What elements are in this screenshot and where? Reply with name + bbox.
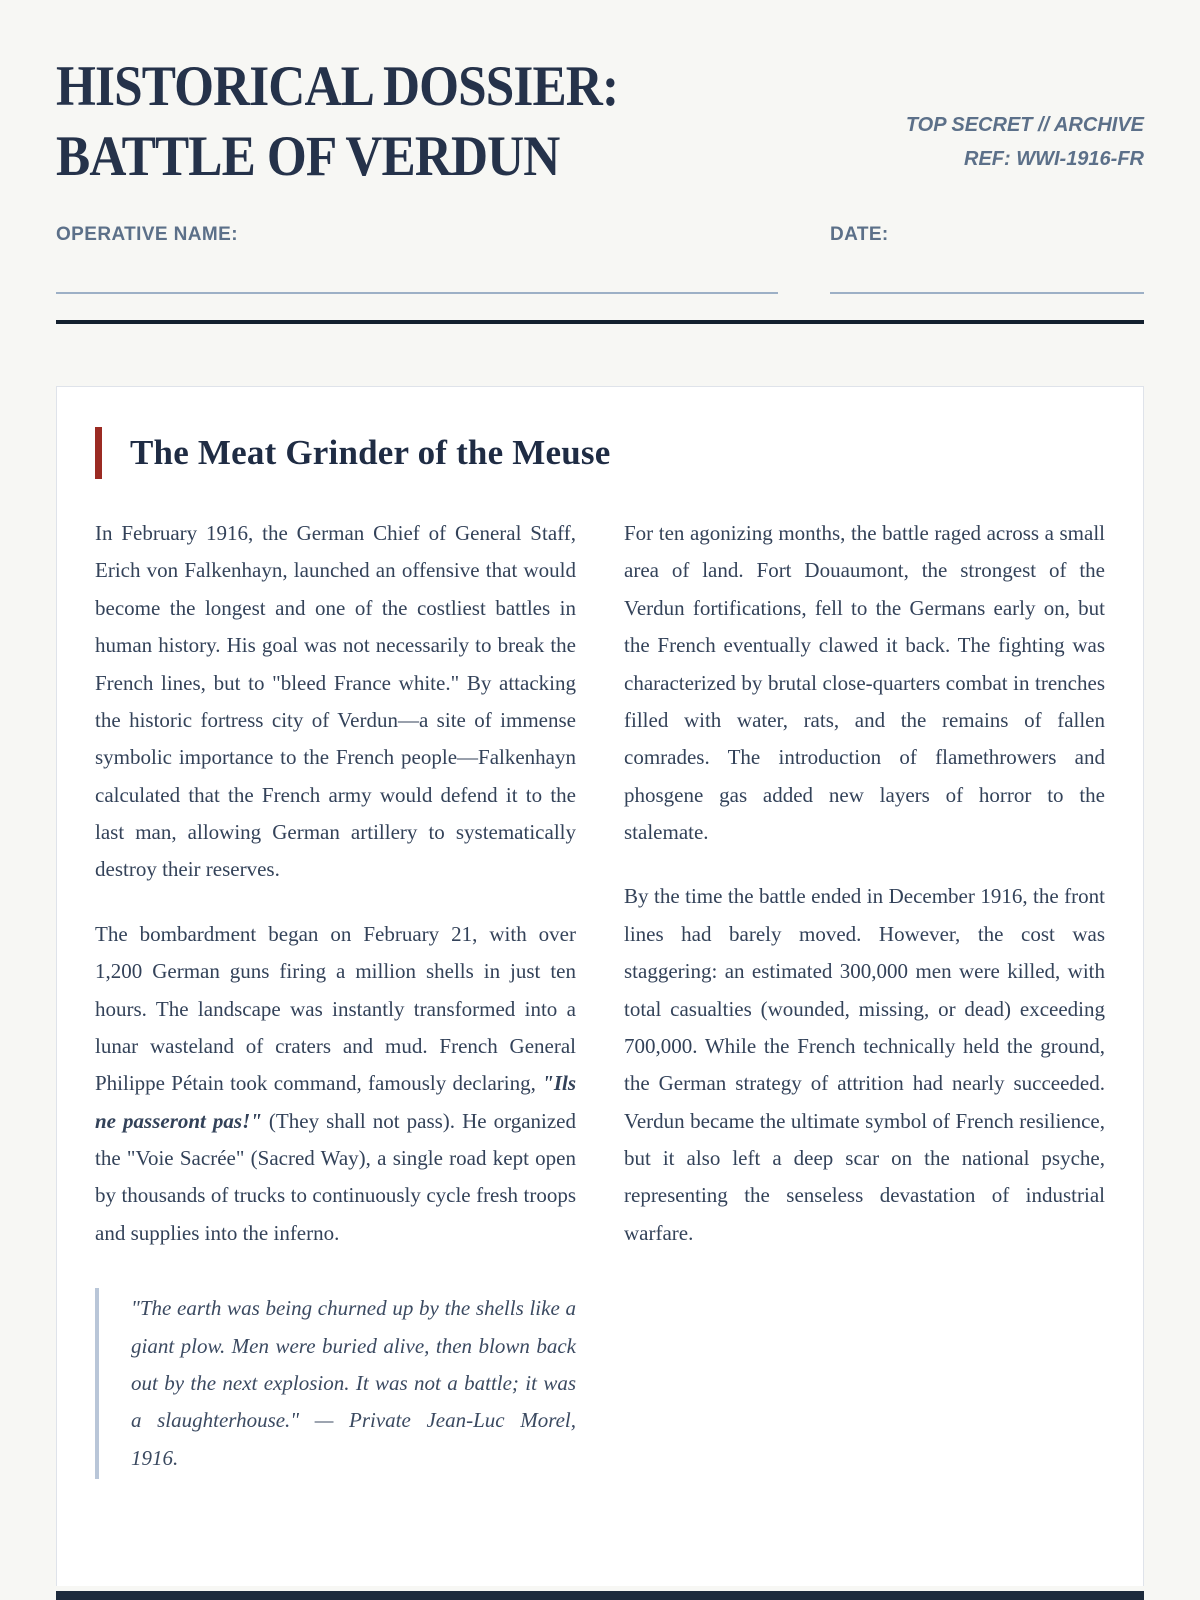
paragraph-4: By the time the battle ended in December 1916, the front lines had barely moved. However, the cost was staggering: an estimated 300,000 men were killed, with total casualties (wounded, missing, or dead) exceeding 700,000. While the French technically held the ground, the German strategy of attrition had nearly succeeded. Verdun became the ultimate symbol of French resilience, but it also left a deep scar on the national psyche, representing the senseless devastation of industrial warfare. xyxy=(624,884,1105,1245)
date-blank-line xyxy=(830,292,1144,294)
footer-accent-bar xyxy=(56,1591,1144,1600)
reference-number: REF: WWI-1916-FR xyxy=(964,148,1144,170)
paragraph-1: In February 1916, the German Chief of General Staff, Erich von Falkenhayn, launched an offensive that would become the longest and one of the costliest battles in human history. His goal was not necessarily to break the French lines, but to "bleed France white." By attacking the historic fortress city of Verdun—a site of immense symbolic importance to the French people—Falkenhayn calculated that the French army would defend it to the last man, allowing German artillery to systematically destroy their reserves. xyxy=(95,521,576,882)
paragraph-3: For ten agonizing months, the battle raged across a small area of land. Fort Douaumont, the strongest of the Verdun fortifications, fell to the Germans early on, but the French eventually clawed it back. The fighting was characterized by brutal close-quarters combat in trenches filled with water, rats, and the remains of fallen comrades. The introduction of flamethrowers and phosgene gas added new layers of horror to the stalemate. xyxy=(624,521,1105,844)
fill-in-fields xyxy=(56,224,1144,294)
operative-name-label: OPERATIVE NAME: xyxy=(56,224,238,245)
paragraph-2-end: (They shall not pass). He organized the "Voie Sacrée" (Sacred Way), a single road kept open by thousands of trucks to continuously cycle fresh troops and supplies into the inferno. xyxy=(95,1108,576,1245)
soldier-quote: "The earth was being churned up by the shells like a giant plow. Men were buried alive, then blown back out by the next explosion. It was not a battle; it was a slaughterhouse." — Private Jean-Luc Morel, 1916. xyxy=(95,1288,576,1479)
operative-name-blank-line xyxy=(56,292,778,294)
article-card xyxy=(56,386,1144,1586)
dossier-header xyxy=(56,0,1144,324)
page-title-line2: BATTLE OF VERDUN xyxy=(56,125,560,188)
header-row xyxy=(56,0,1144,192)
paragraph-2-start: The bombardment began on February 21, with over 1,200 German guns firing a million shells in just ten hours. The landscape was instantly transformed into a lunar wasteland of craters and mud. French General Philippe Pétain took command, famously declaring, xyxy=(95,921,576,1096)
classification-text: TOP SECRET // ARCHIVE xyxy=(905,114,1144,136)
section-heading-text: The Meat Grinder of the Meuse xyxy=(130,433,611,472)
classification-block xyxy=(906,108,1144,176)
paragraph-2-emphasis: "Ils ne passeront pas!" xyxy=(95,1071,576,1133)
section-heading xyxy=(95,427,1105,479)
paragraph-2 xyxy=(95,916,576,1252)
header-divider-rule xyxy=(56,320,1144,324)
operative-name-field xyxy=(56,224,778,294)
date-field xyxy=(830,224,1144,294)
article-body xyxy=(95,515,1105,1575)
heading-accent-bar xyxy=(95,427,102,479)
page-title-line1: HISTORICAL DOSSIER: xyxy=(56,55,619,118)
page-title xyxy=(56,52,618,192)
date-label: DATE: xyxy=(830,224,889,245)
